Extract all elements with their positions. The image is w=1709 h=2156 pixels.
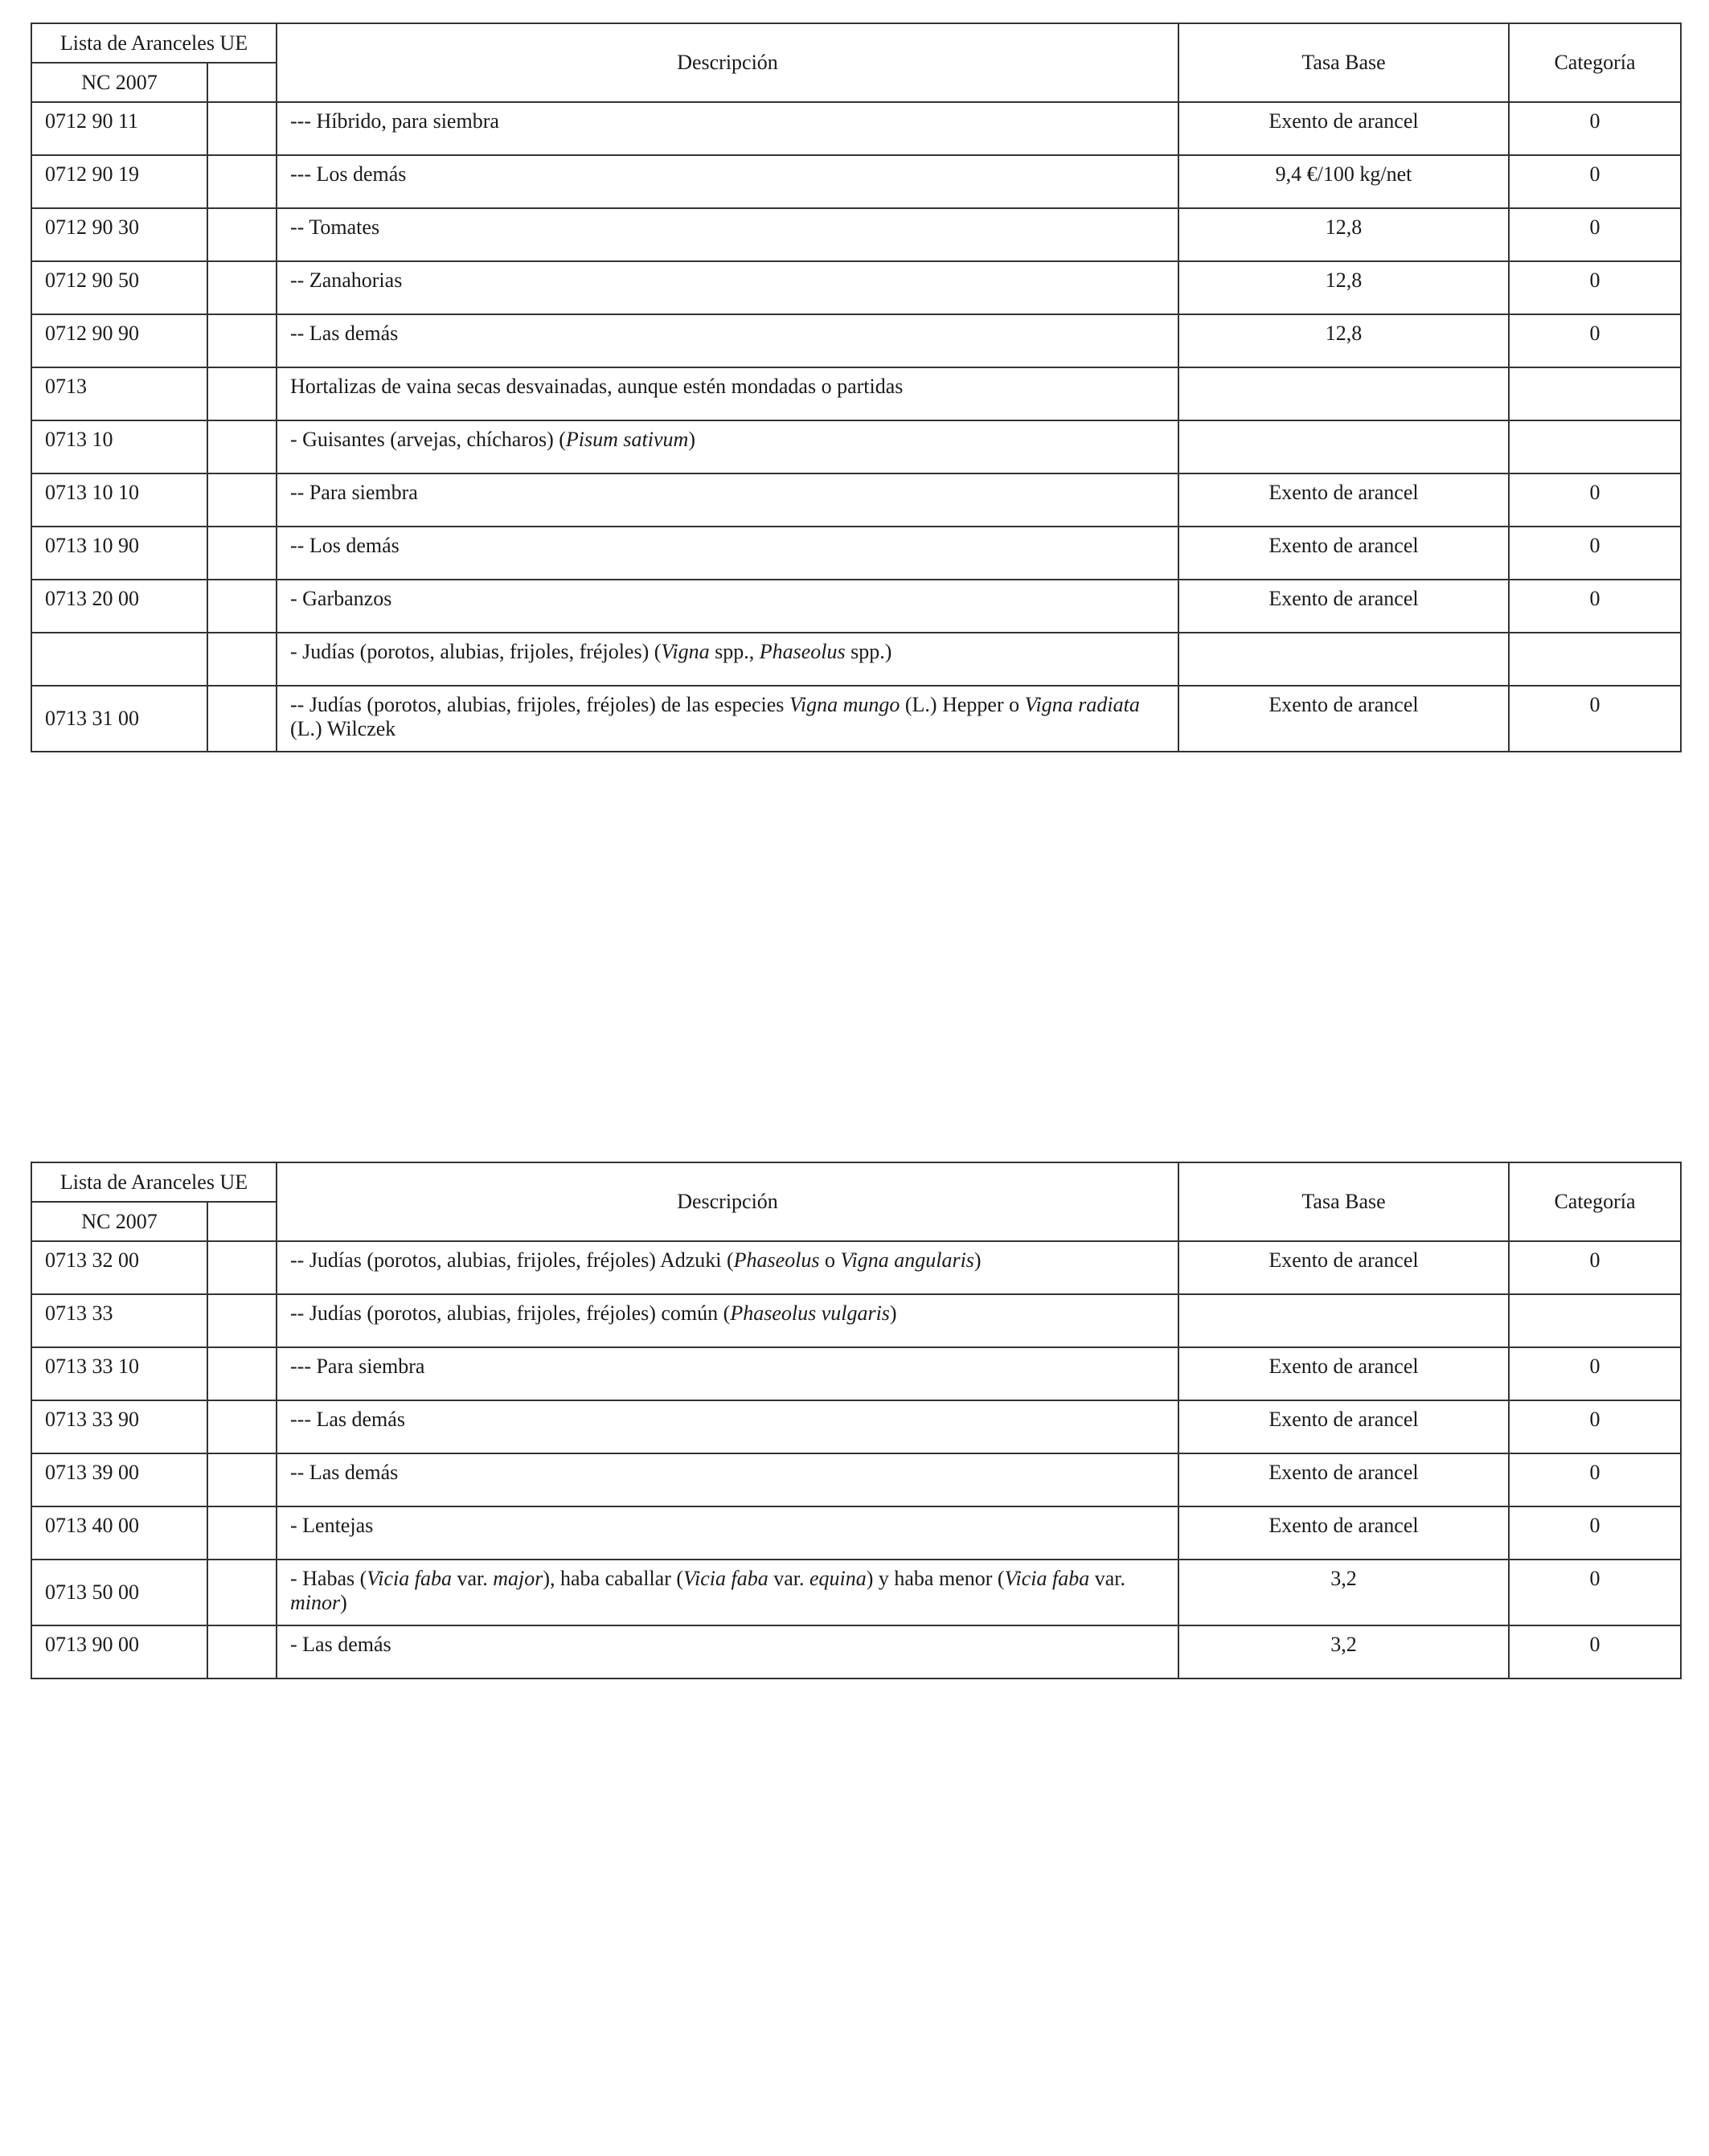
nc-sub-cell [207, 1347, 277, 1400]
description-text: ), haba caballar ( [543, 1567, 684, 1590]
header-base-rate: Tasa Base [1178, 23, 1509, 102]
category-cell: 0 [1509, 314, 1681, 367]
table-row [31, 1241, 1681, 1294]
species-name: Phaseolus vulgaris [730, 1301, 890, 1325]
description-text: ) y haba menor ( [866, 1567, 1005, 1590]
nc-code-cell: 0713 10 90 [31, 527, 207, 580]
tariff-table-2 [31, 1162, 1682, 1679]
nc-code-cell: 0712 90 30 [31, 208, 207, 261]
description-cell [277, 314, 1178, 367]
description-text: var. [1089, 1567, 1125, 1590]
nc-sub-cell [207, 686, 277, 752]
description-text: var. [451, 1567, 494, 1590]
description-text: - Las demás [290, 1633, 391, 1656]
base-rate-cell [1178, 633, 1509, 686]
category-cell: 0 [1509, 1506, 1681, 1560]
species-name: Vicia faba [683, 1567, 768, 1590]
table-body [31, 102, 1681, 752]
base-rate-cell: 12,8 [1178, 208, 1509, 261]
description-cell [277, 580, 1178, 633]
nc-sub-cell [207, 1453, 277, 1506]
category-cell: 0 [1509, 1347, 1681, 1400]
species-name: minor [290, 1591, 341, 1614]
table-row [31, 633, 1681, 686]
nc-code-cell: 0713 10 10 [31, 473, 207, 527]
description-text: -- Judías (porotos, alubias, frijoles, fréjoles) Adzuki ( [290, 1248, 734, 1272]
base-rate-cell: 12,8 [1178, 314, 1509, 367]
species-name: Pisum sativum [565, 428, 689, 451]
category-cell [1509, 420, 1681, 473]
nc-code-cell: 0713 33 10 [31, 1347, 207, 1400]
category-cell: 0 [1509, 102, 1681, 155]
species-name: equina [809, 1567, 867, 1590]
nc-sub-cell [207, 580, 277, 633]
description-text: var. [768, 1567, 809, 1590]
header-nc-blank [207, 1202, 277, 1241]
nc-sub-cell [207, 367, 277, 420]
table-row [31, 686, 1681, 752]
base-rate-cell: Exento de arancel [1178, 1453, 1509, 1506]
nc-sub-cell [207, 1241, 277, 1294]
nc-sub-cell [207, 420, 277, 473]
description-cell [277, 102, 1178, 155]
description-cell [277, 1400, 1178, 1453]
table-row [31, 1506, 1681, 1560]
category-cell: 0 [1509, 261, 1681, 314]
description-text: -- Las demás [290, 1461, 399, 1484]
description-text: -- Para siembra [290, 481, 418, 504]
description-text: (L.) Wilczek [290, 717, 396, 740]
table-row [31, 527, 1681, 580]
base-rate-cell: 9,4 €/100 kg/net [1178, 155, 1509, 208]
nc-sub-cell [207, 473, 277, 527]
table-row [31, 208, 1681, 261]
description-cell [277, 1560, 1178, 1625]
species-name: major [493, 1567, 543, 1590]
header-nc-2007: NC 2007 [31, 63, 207, 102]
nc-sub-cell [207, 1560, 277, 1625]
description-text: (L.) Hepper o [900, 693, 1025, 716]
category-cell: 0 [1509, 580, 1681, 633]
nc-code-cell: 0713 32 00 [31, 1241, 207, 1294]
species-name: Phaseolus [733, 1248, 820, 1272]
base-rate-cell [1178, 420, 1509, 473]
description-text: - Habas ( [290, 1567, 367, 1590]
description-cell [277, 367, 1178, 420]
description-text: spp., [709, 640, 760, 663]
category-cell: 0 [1509, 1241, 1681, 1294]
description-text: -- Judías (porotos, alubias, frijoles, fréjoles) común ( [290, 1301, 731, 1325]
description-text: -- Tomates [290, 215, 380, 239]
description-text: - Judías (porotos, alubias, frijoles, fréjoles) ( [290, 640, 662, 663]
table-row [31, 1400, 1681, 1453]
table-row [31, 473, 1681, 527]
tariff-table-1 [31, 23, 1682, 752]
category-cell: 0 [1509, 1400, 1681, 1453]
species-name: Vicia faba [367, 1567, 452, 1590]
base-rate-cell [1178, 1294, 1509, 1347]
category-cell [1509, 367, 1681, 420]
nc-sub-cell [207, 527, 277, 580]
description-text: ) [340, 1591, 347, 1614]
nc-code-cell: 0713 39 00 [31, 1453, 207, 1506]
description-text: -- Los demás [290, 534, 400, 557]
description-text: spp.) [845, 640, 892, 663]
category-cell: 0 [1509, 1453, 1681, 1506]
description-text: ) [973, 1248, 982, 1272]
description-cell [277, 1347, 1178, 1400]
nc-code-cell: 0712 90 11 [31, 102, 207, 155]
header-category: Categoría [1509, 1162, 1681, 1241]
nc-code-cell: 0713 31 00 [31, 686, 207, 752]
description-cell [277, 208, 1178, 261]
species-name: Vicia faba [1004, 1567, 1090, 1590]
description-cell [277, 473, 1178, 527]
species-name: Vigna [661, 640, 710, 663]
description-text: o [819, 1248, 841, 1272]
nc-code-cell: 0712 90 19 [31, 155, 207, 208]
base-rate-cell: Exento de arancel [1178, 1347, 1509, 1400]
category-cell: 0 [1509, 208, 1681, 261]
nc-sub-cell [207, 155, 277, 208]
base-rate-cell: Exento de arancel [1178, 527, 1509, 580]
table-row [31, 314, 1681, 367]
nc-code-cell: 0713 20 00 [31, 580, 207, 633]
base-rate-cell: Exento de arancel [1178, 1241, 1509, 1294]
nc-sub-cell [207, 1625, 277, 1678]
category-cell: 0 [1509, 155, 1681, 208]
category-cell: 0 [1509, 1560, 1681, 1625]
base-rate-cell [1178, 367, 1509, 420]
description-text: ) [889, 1301, 897, 1325]
category-cell: 0 [1509, 527, 1681, 580]
table-row [31, 1453, 1681, 1506]
base-rate-cell: Exento de arancel [1178, 473, 1509, 527]
nc-sub-cell [207, 1506, 277, 1560]
nc-code-cell: 0713 33 90 [31, 1400, 207, 1453]
description-text: ) [688, 428, 695, 451]
nc-code-cell: 0713 [31, 367, 207, 420]
description-cell [277, 1453, 1178, 1506]
category-cell: 0 [1509, 686, 1681, 752]
header-list-title: Lista de Aranceles UE [31, 1162, 277, 1202]
description-text: - Guisantes (arvejas, chícharos) ( [290, 428, 566, 451]
nc-sub-cell [207, 208, 277, 261]
base-rate-cell: Exento de arancel [1178, 1506, 1509, 1560]
category-cell [1509, 1294, 1681, 1347]
header-nc-2007: NC 2007 [31, 1202, 207, 1241]
table-row [31, 1347, 1681, 1400]
nc-sub-cell [207, 1294, 277, 1347]
nc-code-cell: 0713 50 00 [31, 1560, 207, 1625]
base-rate-cell: Exento de arancel [1178, 102, 1509, 155]
species-name: Vigna angularis [840, 1248, 974, 1272]
category-cell: 0 [1509, 1625, 1681, 1678]
table-row [31, 367, 1681, 420]
species-name: Vigna radiata [1024, 693, 1140, 716]
table-row [31, 1625, 1681, 1678]
header-list-title: Lista de Aranceles UE [31, 23, 277, 63]
description-text: - Lentejas [290, 1514, 374, 1537]
base-rate-cell: Exento de arancel [1178, 580, 1509, 633]
category-cell [1509, 633, 1681, 686]
description-text: --- Los demás [290, 162, 407, 186]
table-row [31, 1294, 1681, 1347]
table-row [31, 155, 1681, 208]
nc-sub-cell [207, 102, 277, 155]
base-rate-cell: Exento de arancel [1178, 686, 1509, 752]
header-nc-blank [207, 63, 277, 102]
description-cell [277, 1241, 1178, 1294]
description-cell [277, 1625, 1178, 1678]
description-text: -- Las demás [290, 322, 399, 345]
description-cell [277, 155, 1178, 208]
description-text: - Garbanzos [290, 587, 392, 610]
description-cell [277, 527, 1178, 580]
header-description: Descripción [277, 1162, 1178, 1241]
table-row [31, 580, 1681, 633]
description-text: --- Para siembra [290, 1355, 425, 1378]
description-cell [277, 420, 1178, 473]
nc-code-cell: 0713 33 [31, 1294, 207, 1347]
nc-code-cell [31, 633, 207, 686]
description-text: -- Judías (porotos, alubias, frijoles, fréjoles) de las especies [290, 693, 789, 716]
description-cell [277, 1294, 1178, 1347]
base-rate-cell: 3,2 [1178, 1560, 1509, 1625]
description-cell [277, 1506, 1178, 1560]
table-row [31, 261, 1681, 314]
table-row [31, 1560, 1681, 1625]
nc-sub-cell [207, 1400, 277, 1453]
header-base-rate: Tasa Base [1178, 1162, 1509, 1241]
description-text: Hortalizas de vaina secas desvainadas, aunque estén mondadas o partidas [290, 375, 904, 398]
nc-code-cell: 0713 90 00 [31, 1625, 207, 1678]
table-body [31, 1241, 1681, 1678]
nc-code-cell: 0712 90 50 [31, 261, 207, 314]
nc-sub-cell [207, 314, 277, 367]
description-text: -- Zanahorias [290, 268, 403, 292]
nc-code-cell: 0712 90 90 [31, 314, 207, 367]
category-cell: 0 [1509, 473, 1681, 527]
base-rate-cell: Exento de arancel [1178, 1400, 1509, 1453]
description-text: --- Las demás [290, 1408, 405, 1431]
nc-code-cell: 0713 40 00 [31, 1506, 207, 1560]
species-name: Vigna mungo [789, 693, 900, 716]
table-row [31, 420, 1681, 473]
base-rate-cell: 12,8 [1178, 261, 1509, 314]
nc-code-cell: 0713 10 [31, 420, 207, 473]
table-row [31, 102, 1681, 155]
description-cell [277, 261, 1178, 314]
nc-sub-cell [207, 261, 277, 314]
base-rate-cell: 3,2 [1178, 1625, 1509, 1678]
description-cell [277, 633, 1178, 686]
header-category: Categoría [1509, 23, 1681, 102]
description-text: --- Híbrido, para siembra [290, 109, 499, 133]
nc-sub-cell [207, 633, 277, 686]
description-cell [277, 686, 1178, 752]
header-description: Descripción [277, 23, 1178, 102]
species-name: Phaseolus [759, 640, 846, 663]
